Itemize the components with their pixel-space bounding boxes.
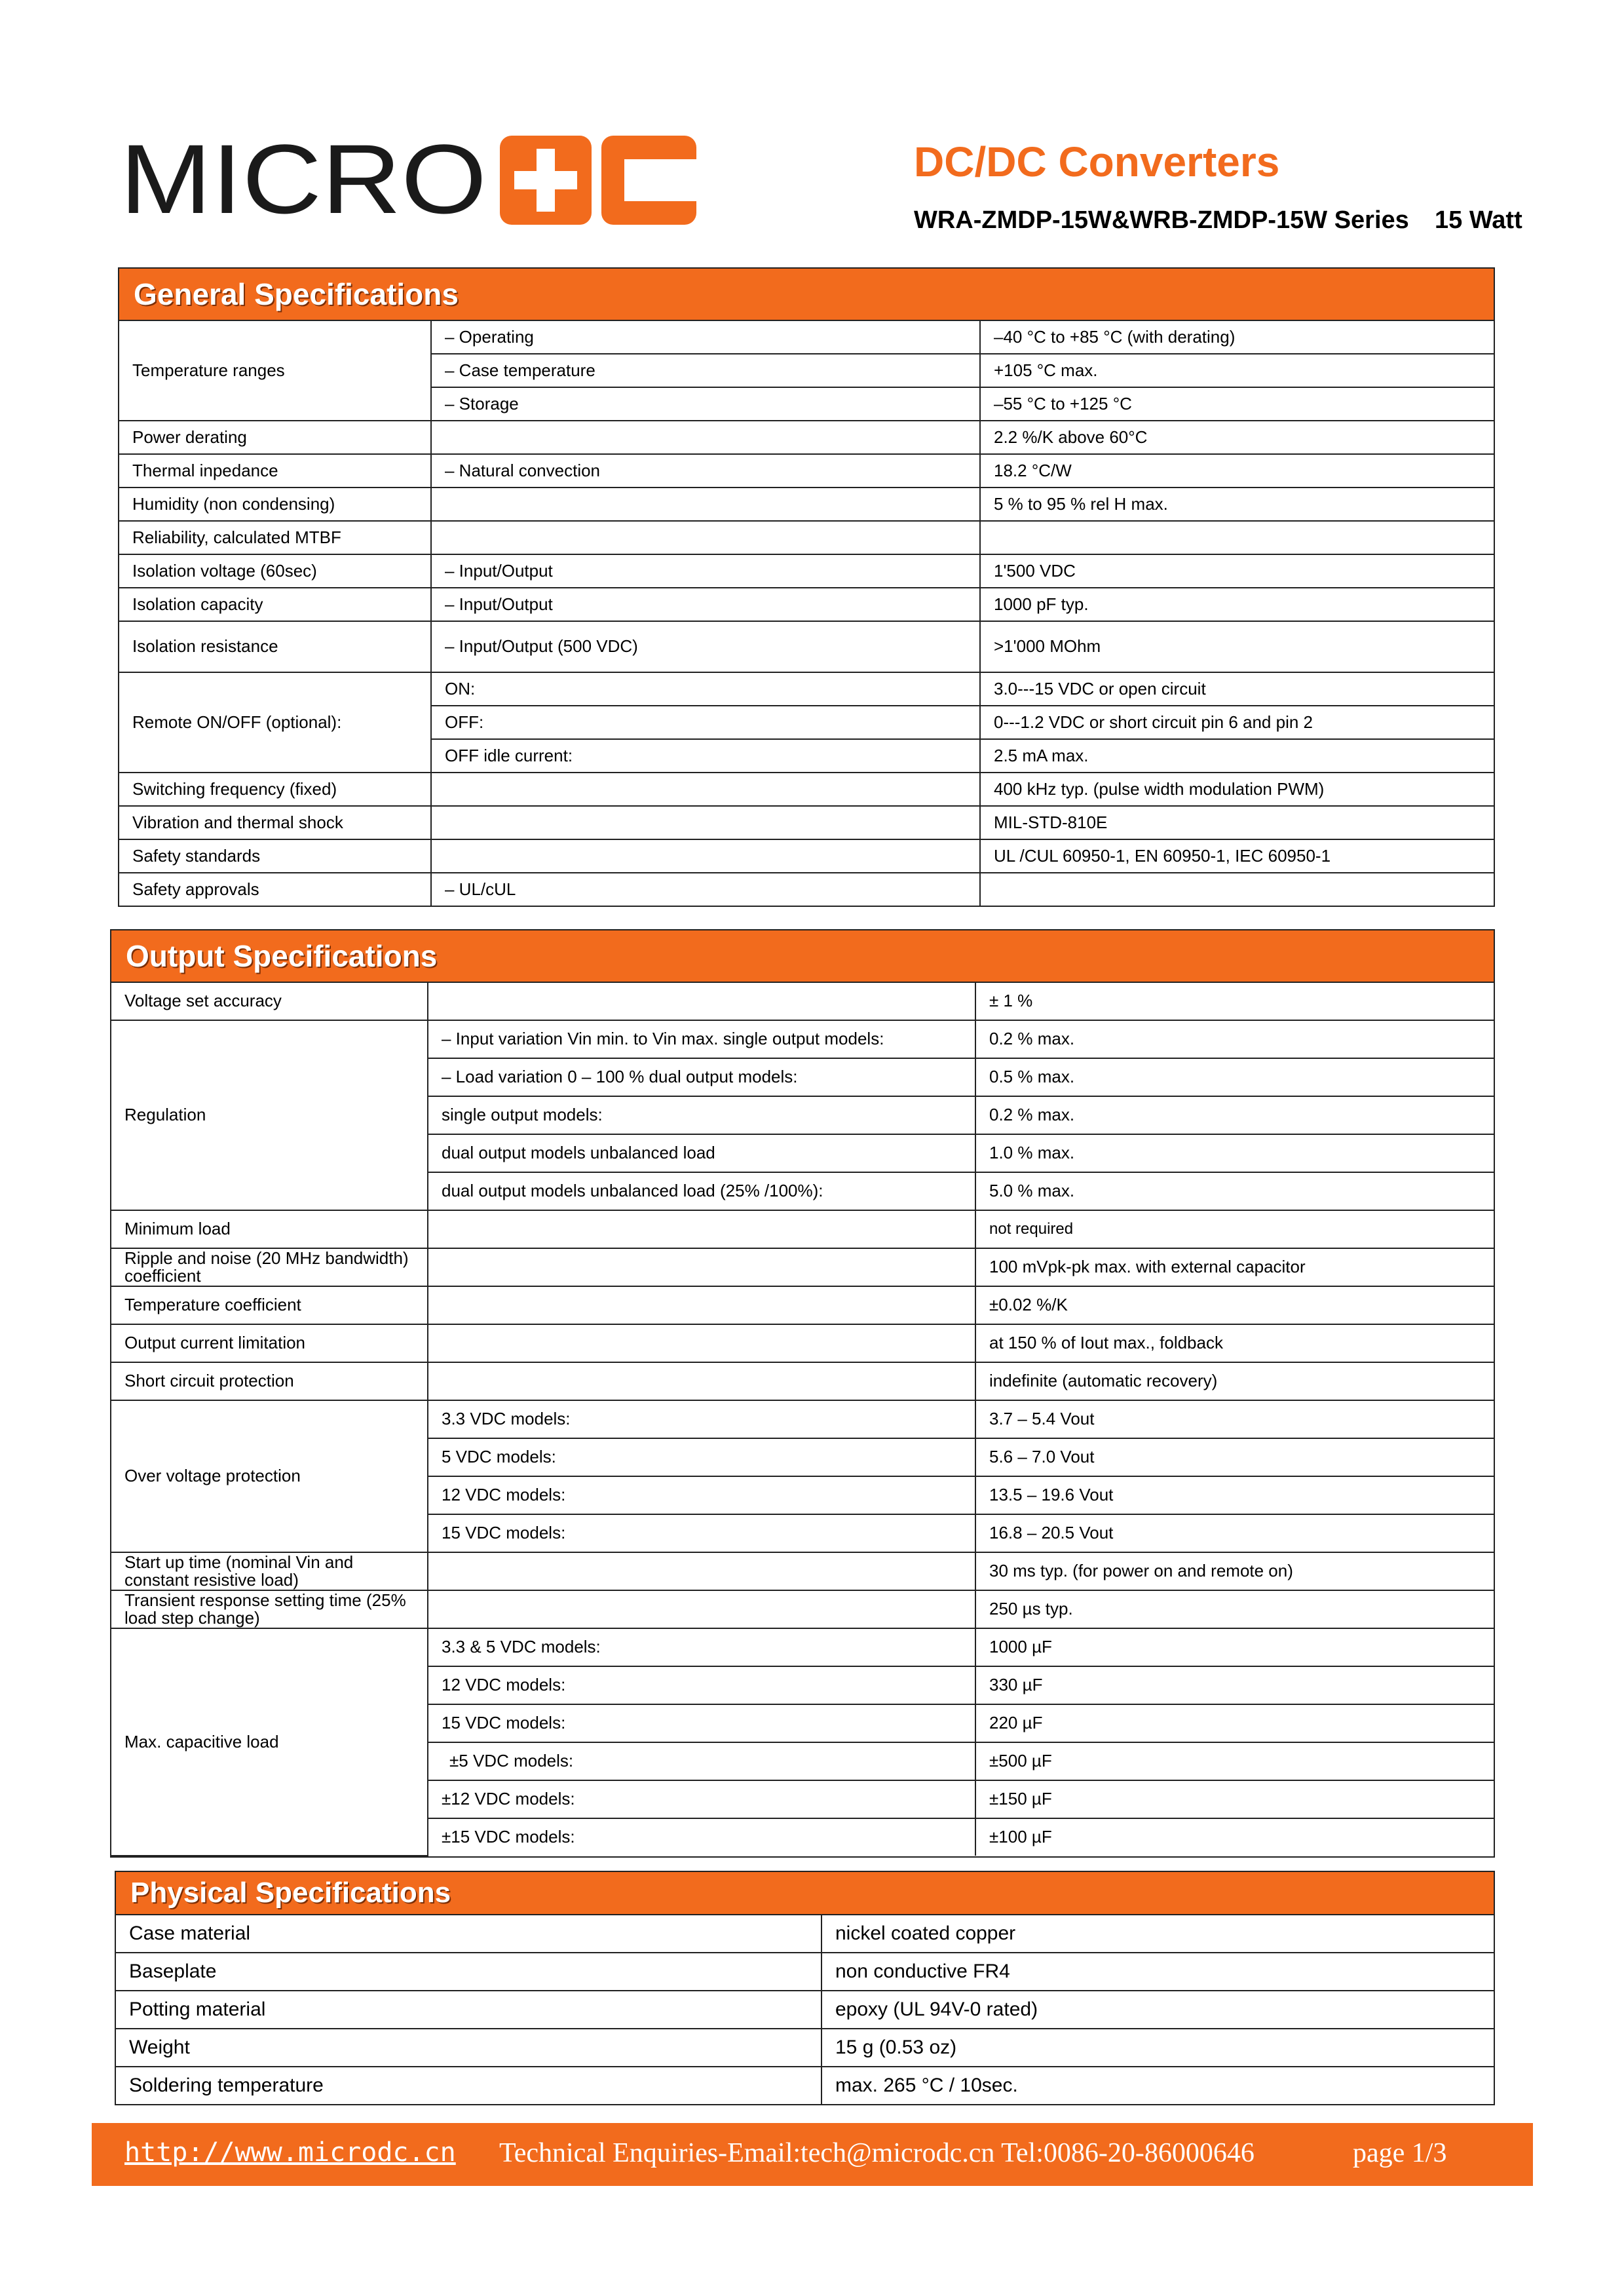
spec-value: 5.0 % max. [975, 1172, 1494, 1210]
spec-value: non conductive FR4 [821, 1953, 1494, 1991]
spec-condition: – UL/cUL [431, 873, 980, 906]
spec-value: 100 mVpk-pk max. with external capacitor [975, 1248, 1494, 1286]
table-row [119, 773, 1494, 806]
spec-condition: 5 VDC models: [428, 1438, 975, 1476]
series-name: WRA-ZMDP-15W&WRB-ZMDP-15W Series [914, 206, 1409, 234]
spec-label: Potting material [116, 1991, 821, 2029]
table-row [119, 621, 1494, 672]
spec-value: 5.6 – 7.0 Vout [975, 1438, 1494, 1476]
spec-value: ±0.02 %/K [975, 1286, 1494, 1324]
general-spec-table [119, 321, 1494, 906]
spec-value: 3.0---15 VDC or open circuit [980, 672, 1494, 706]
spec-condition [431, 488, 980, 521]
section-title: Physical Specifications [116, 1872, 1494, 1915]
table-row [119, 321, 1494, 354]
spec-condition [428, 1552, 975, 1590]
spec-value: 1000 µF [975, 1628, 1494, 1666]
table-row [116, 2029, 1494, 2067]
spec-value: 400 kHz typ. (pulse width modulation PWM) [980, 773, 1494, 806]
spec-value: ±150 µF [975, 1780, 1494, 1818]
spec-value: >1'000 MOhm [980, 621, 1494, 672]
table-row [111, 1362, 1494, 1400]
spec-label: Humidity (non condensing) [119, 488, 431, 521]
spec-value: ± 1 % [975, 983, 1494, 1020]
table-row [111, 1400, 1494, 1438]
spec-label: Baseplate [116, 1953, 821, 1991]
spec-value: 330 µF [975, 1666, 1494, 1704]
spec-condition [428, 1248, 975, 1286]
spec-condition [431, 806, 980, 839]
svg-text:MICRO: MICRO [120, 134, 487, 226]
spec-condition: 15 VDC models: [428, 1704, 975, 1742]
spec-condition: – Case temperature [431, 354, 980, 387]
output-specifications-section [110, 929, 1495, 1858]
spec-condition [431, 839, 980, 873]
contact-info: Technical Enquiries-Email:tech@microdc.cn Tel:0086-20-86000646 [499, 2138, 1255, 2168]
spec-value: 1'500 VDC [980, 554, 1494, 588]
spec-value: 15 g (0.53 oz) [821, 2029, 1494, 2067]
spec-condition [431, 521, 980, 554]
power-rating: 15 Watt [1435, 206, 1522, 234]
spec-value: –55 °C to +125 °C [980, 387, 1494, 421]
spec-condition: – Operating [431, 321, 980, 354]
spec-condition: 12 VDC models: [428, 1666, 975, 1704]
table-row [119, 454, 1494, 488]
table-row [111, 1324, 1494, 1362]
spec-value: max. 265 °C / 10sec. [821, 2067, 1494, 2104]
spec-label: Switching frequency (fixed) [119, 773, 431, 806]
table-row [119, 672, 1494, 706]
spec-value: 250 µs typ. [975, 1590, 1494, 1628]
spec-label: Thermal inpedance [119, 454, 431, 488]
table-row [119, 554, 1494, 588]
spec-value [980, 521, 1494, 554]
spec-condition [428, 1362, 975, 1400]
spec-condition: ±5 VDC models: [428, 1742, 975, 1780]
spec-condition [428, 1324, 975, 1362]
spec-value: ±500 µF [975, 1742, 1494, 1780]
spec-condition: single output models: [428, 1096, 975, 1134]
page-number: page 1/3 [1353, 2138, 1447, 2168]
spec-condition: ±15 VDC models: [428, 1818, 975, 1856]
spec-value: +105 °C max. [980, 354, 1494, 387]
spec-label: Temperature ranges [119, 321, 431, 421]
table-row [119, 839, 1494, 873]
spec-value: 1.0 % max. [975, 1134, 1494, 1172]
spec-condition: – Natural convection [431, 454, 980, 488]
spec-value: –40 °C to +85 °C (with derating) [980, 321, 1494, 354]
spec-value: MIL-STD-810E [980, 806, 1494, 839]
spec-label: Temperature coefficient [111, 1286, 428, 1324]
spec-label: Isolation voltage (60sec) [119, 554, 431, 588]
spec-condition [428, 1286, 975, 1324]
spec-value: at 150 % of Iout max., foldback [975, 1324, 1494, 1362]
table-row [119, 421, 1494, 454]
website-link[interactable]: http://www.microdc.cn [124, 2137, 456, 2168]
spec-condition: dual output models unbalanced load (25% /100%): [428, 1172, 975, 1210]
spec-value: 220 µF [975, 1704, 1494, 1742]
spec-condition [431, 421, 980, 454]
doc-title: DC/DC Converters [914, 138, 1280, 185]
table-row [116, 1915, 1494, 1953]
spec-label: Reliability, calculated MTBF [119, 521, 431, 554]
table-row [111, 1286, 1494, 1324]
spec-value: 0---1.2 VDC or short circuit pin 6 and pin 2 [980, 706, 1494, 739]
spec-label: Isolation resistance [119, 621, 431, 672]
spec-condition: – Input/Output [431, 588, 980, 621]
spec-value: 0.2 % max. [975, 1020, 1494, 1058]
spec-label: Regulation [111, 1020, 428, 1210]
spec-label: Soldering temperature [116, 2067, 821, 2104]
table-row [116, 2067, 1494, 2104]
spec-value: 1000 pF typ. [980, 588, 1494, 621]
spec-value: 3.7 – 5.4 Vout [975, 1400, 1494, 1438]
spec-value: 16.8 – 20.5 Vout [975, 1514, 1494, 1552]
table-row [111, 1248, 1494, 1286]
spec-condition [431, 773, 980, 806]
spec-condition [428, 1210, 975, 1248]
spec-label: Ripple and noise (20 MHz bandwidth) coefficient [111, 1248, 428, 1286]
spec-condition [428, 1590, 975, 1628]
table-row [119, 588, 1494, 621]
spec-value: nickel coated copper [821, 1915, 1494, 1953]
spec-value [980, 873, 1494, 906]
section-title: Output Specifications [111, 930, 1494, 983]
spec-value: 13.5 – 19.6 Vout [975, 1476, 1494, 1514]
spec-value: epoxy (UL 94V-0 rated) [821, 1991, 1494, 2029]
table-row [119, 521, 1494, 554]
spec-value: 30 ms typ. (for power on and remote on) [975, 1552, 1494, 1590]
table-row [119, 488, 1494, 521]
general-specifications-section [118, 267, 1495, 907]
section-title: General Specifications [119, 269, 1494, 321]
spec-condition: 3.3 & 5 VDC models: [428, 1628, 975, 1666]
spec-label: Vibration and thermal shock [119, 806, 431, 839]
spec-value: 0.2 % max. [975, 1096, 1494, 1134]
table-row [116, 1991, 1494, 2029]
spec-condition: ON: [431, 672, 980, 706]
spec-value: ±100 µF [975, 1818, 1494, 1856]
spec-condition: 12 VDC models: [428, 1476, 975, 1514]
spec-value: 2.5 mA max. [980, 739, 1494, 773]
spec-condition: dual output models unbalanced load [428, 1134, 975, 1172]
spec-label: Safety standards [119, 839, 431, 873]
spec-condition: OFF idle current: [431, 739, 980, 773]
output-spec-table [111, 983, 1494, 1856]
table-row [119, 806, 1494, 839]
spec-label: Safety approvals [119, 873, 431, 906]
spec-label: Transient response setting time (25% load step change) [111, 1590, 428, 1628]
spec-label: Over voltage protection [111, 1400, 428, 1552]
microdc-logo [120, 134, 696, 226]
spec-label: Output current limitation [111, 1324, 428, 1362]
spec-condition: – Input/Output (500 VDC) [431, 621, 980, 672]
spec-condition: ±12 VDC models: [428, 1780, 975, 1818]
table-row [116, 1953, 1494, 1991]
spec-condition: – Input/Output [431, 554, 980, 588]
spec-value: 0.5 % max. [975, 1058, 1494, 1096]
spec-value: indefinite (automatic recovery) [975, 1362, 1494, 1400]
table-row [111, 983, 1494, 1020]
spec-label: Voltage set accuracy [111, 983, 428, 1020]
spec-condition: 15 VDC models: [428, 1514, 975, 1552]
spec-value: 2.2 %/K above 60°C [980, 421, 1494, 454]
table-row [119, 873, 1494, 906]
spec-value: not required [975, 1210, 1494, 1248]
spec-label: Remote ON/OFF (optional): [119, 672, 431, 773]
spec-label: Case material [116, 1915, 821, 1953]
spec-condition: – Input variation Vin min. to Vin max. single output models: [428, 1020, 975, 1058]
spec-value: 5 % to 95 % rel H max. [980, 488, 1494, 521]
spec-label: Isolation capacity [119, 588, 431, 621]
spec-condition: – Load variation 0 – 100 % dual output models: [428, 1058, 975, 1096]
table-row [111, 1590, 1494, 1628]
spec-value: 18.2 °C/W [980, 454, 1494, 488]
physical-spec-table [116, 1915, 1494, 2104]
spec-label: Minimum load [111, 1210, 428, 1248]
table-row [111, 1552, 1494, 1590]
spec-value: UL /CUL 60950-1, EN 60950-1, IEC 60950-1 [980, 839, 1494, 873]
table-row [111, 1210, 1494, 1248]
spec-label: Weight [116, 2029, 821, 2067]
spec-label: Short circuit protection [111, 1362, 428, 1400]
spec-condition: OFF: [431, 706, 980, 739]
spec-label: Max. capacitive load [111, 1628, 428, 1856]
spec-label: Start up time (nominal Vin and constant resistive load) [111, 1552, 428, 1590]
physical-specifications-section [115, 1871, 1495, 2105]
spec-condition [428, 983, 975, 1020]
table-row [111, 1020, 1494, 1058]
spec-condition: 3.3 VDC models: [428, 1400, 975, 1438]
footer-bar [92, 2123, 1533, 2186]
table-row [111, 1628, 1494, 1666]
spec-label: Power derating [119, 421, 431, 454]
spec-condition: – Storage [431, 387, 980, 421]
